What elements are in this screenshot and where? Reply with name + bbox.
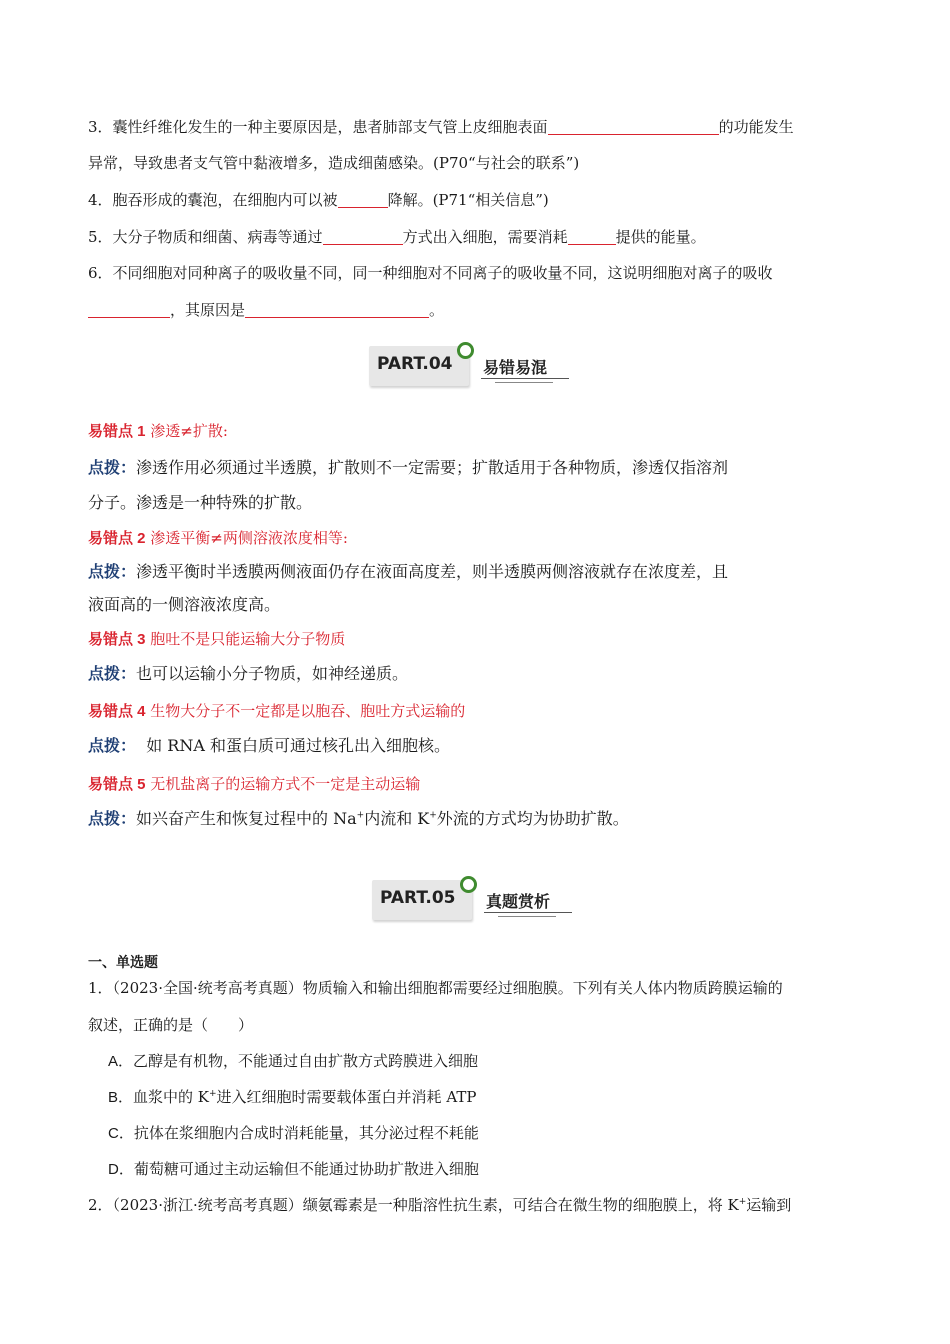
item-text: 方式出入细胞，需要消耗 [402, 228, 568, 246]
review-item-3-continued [88, 152, 864, 174]
item-text: ，其原因是 [170, 301, 246, 319]
mistake-label: 易错点 5 [88, 776, 146, 793]
option-c[interactable] [108, 1122, 864, 1145]
mistake-3 [88, 628, 864, 651]
review-item-6 [88, 262, 864, 284]
tip-label: 点拨： [88, 564, 137, 581]
item-text: 提供的能量。 [615, 228, 706, 246]
item-text: 的功能发生 [718, 118, 794, 136]
question-stem: 叙述，正确的是（ ） [88, 1016, 254, 1034]
tip-label: 点拨： [88, 460, 137, 477]
tip-3 [88, 663, 864, 686]
mistake-label: 易错点 4 [88, 703, 146, 720]
fill-blank[interactable] [88, 301, 170, 318]
tip-text: 内流和 K [364, 809, 430, 828]
ring-icon [457, 342, 474, 359]
section-title: 易错易混 [483, 358, 548, 377]
section-part-label: PART.04 [377, 354, 453, 374]
option-key: B． [108, 1089, 134, 1106]
section-underline [495, 382, 553, 383]
mistake-label: 易错点 3 [88, 631, 146, 648]
tip-2 [88, 561, 864, 584]
mistake-label: 易错点 2 [88, 530, 146, 547]
item-text: 异常，导致患者支气管中黏液增多，造成细菌感染。(P70“与社会的联系”) [88, 154, 580, 172]
tip-text: 液面高的一侧溶液浓度高。 [88, 595, 281, 614]
tip-label: 点拨： [88, 811, 137, 828]
question-stem: 物质输入和输出细胞都需要经过细胞膜。下列有关人体内物质跨膜运输的 [302, 979, 783, 997]
superscript: + [738, 1197, 747, 1207]
tip-text: 渗透作用必须通过半透膜，扩散则不一定需要；扩散适用于各种物质，渗透仅指溶剂 [136, 458, 729, 477]
mistake-1 [88, 420, 864, 443]
tip-5 [88, 808, 864, 831]
mistake-5 [88, 773, 864, 796]
section-underline [484, 912, 572, 913]
mistake-text: 渗透≠扩散: [150, 422, 228, 440]
question-2 [88, 1194, 864, 1216]
option-text: 葡萄糖可通过主动运输但不能通过协助扩散进入细胞 [133, 1160, 479, 1178]
exam-heading: 一、单选题 [88, 954, 158, 970]
fill-blank[interactable] [568, 228, 616, 245]
review-item-4 [88, 189, 864, 211]
mistake-4 [88, 700, 864, 723]
item-text: 不同细胞对同种离子的吸收量不同，同一种细胞对不同离子的吸收量不同，这说明细胞对离子的吸收 [112, 264, 773, 282]
tip-text: 分子。渗透是一种特殊的扩散。 [88, 493, 313, 512]
superscript: + [356, 810, 365, 821]
item-text: 胞吞形成的囊泡，在细胞内可以被 [112, 191, 338, 209]
tip-2-continued [88, 594, 864, 616]
section-part-label: PART.05 [380, 888, 456, 908]
question-source: （2023·全国·统考高考真题） [112, 979, 303, 997]
section-header-part05 [372, 880, 592, 920]
review-item-6-continued [88, 299, 864, 321]
fill-blank[interactable] [323, 228, 403, 245]
question-number: 2． [88, 1196, 113, 1214]
mistake-text: 胞吐不是只能运输大分子物质 [150, 630, 346, 648]
option-a[interactable] [108, 1050, 864, 1073]
item-text: 囊性纤维化发生的一种主要原因是，患者肺部支气管上皮细胞表面 [112, 118, 548, 136]
tip-1-continued [88, 492, 864, 514]
option-key: C． [108, 1125, 134, 1142]
section-header-part04 [369, 346, 589, 386]
tip-text: 如兴奋产生和恢复过程中的 Na [136, 809, 357, 828]
ring-icon [460, 876, 477, 893]
item-text: 。 [429, 301, 445, 319]
option-d[interactable] [108, 1158, 864, 1181]
tip-text: 也可以运输小分子物质，如神经递质。 [136, 664, 409, 683]
section-underline [481, 378, 569, 379]
mistake-text: 无机盐离子的运输方式不一定是主动运输 [150, 775, 421, 793]
item-number: 3． [88, 118, 113, 136]
item-number: 4． [88, 191, 113, 209]
tip-text: 如 RNA 和蛋白质可通过核孔出入细胞核。 [146, 736, 450, 755]
review-item-3 [88, 116, 864, 138]
section-underline [498, 916, 556, 917]
mistake-2 [88, 527, 864, 550]
option-key: D． [108, 1161, 134, 1178]
tip-text: 外流的方式均为协助扩散。 [436, 809, 629, 828]
section-title: 真题赏析 [486, 892, 551, 911]
question-number: 1． [88, 979, 113, 997]
item-text: 大分子物质和细菌、病毒等通过 [112, 228, 323, 246]
fill-blank[interactable] [548, 118, 719, 135]
question-source: （2023·浙江·统考高考真题） [112, 1196, 303, 1214]
fill-blank[interactable] [338, 191, 388, 208]
tip-1 [88, 457, 864, 480]
question-1 [88, 977, 864, 999]
item-number: 6． [88, 264, 113, 282]
option-key: A． [108, 1053, 134, 1070]
question-stem: 运输到 [746, 1196, 792, 1214]
option-text: 乙醇是有机物，不能通过自由扩散方式跨膜进入细胞 [133, 1052, 479, 1070]
superscript: + [209, 1089, 217, 1099]
review-item-5 [88, 226, 864, 248]
option-text: 进入红细胞时需要载体蛋白并消耗 ATP [216, 1088, 477, 1106]
superscript: + [429, 810, 437, 821]
question-1-continued [88, 1014, 864, 1036]
item-number: 5． [88, 228, 113, 246]
option-b[interactable] [108, 1086, 864, 1109]
fill-blank[interactable] [245, 301, 429, 318]
tip-label: 点拨： [88, 666, 137, 683]
mistake-text: 生物大分子不一定都是以胞吞、胞吐方式运输的 [150, 702, 466, 720]
item-text: 降解。(P71“相关信息”) [387, 191, 549, 209]
tip-text: 渗透平衡时半透膜两侧液面仍存在液面高度差，则半透膜两侧溶液就存在浓度差，且 [136, 562, 729, 581]
option-text: 血浆中的 K [133, 1088, 209, 1106]
question-stem: 缬氨霉素是一种脂溶性抗生素，可结合在微生物的细胞膜上，将 K [302, 1196, 739, 1214]
tip-label: 点拨： [88, 738, 137, 755]
tip-4 [88, 735, 864, 758]
mistake-label: 易错点 1 [88, 423, 146, 440]
mistake-text: 渗透平衡≠两侧溶液浓度相等: [150, 529, 348, 547]
option-text: 抗体在浆细胞内合成时消耗能量，其分泌过程不耗能 [133, 1124, 479, 1142]
